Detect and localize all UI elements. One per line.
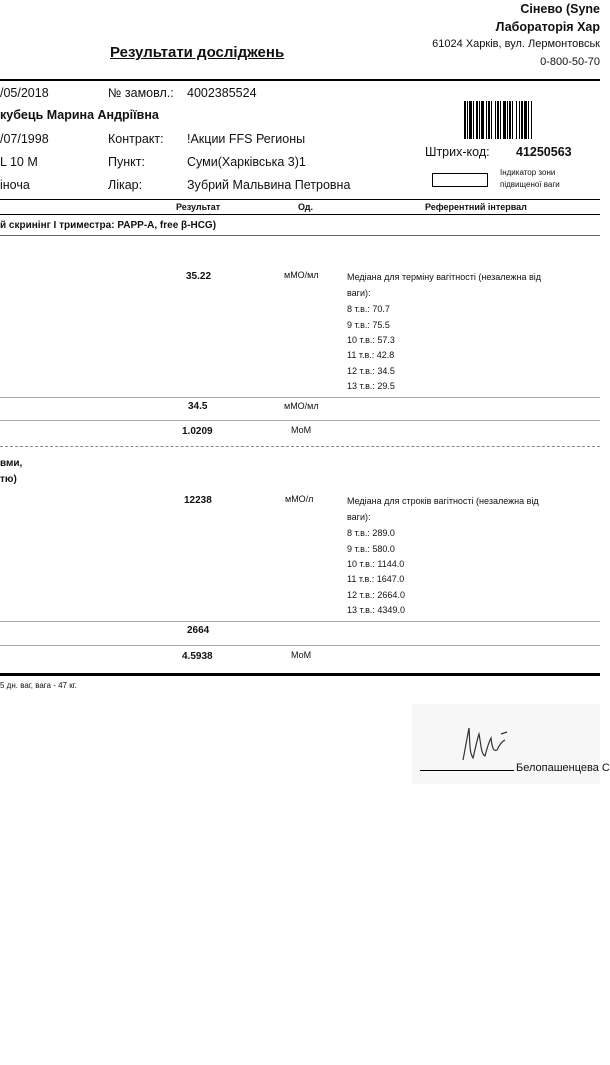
- hcg-title-2: тю): [0, 474, 17, 485]
- lab-name: Сінево (Syne: [520, 2, 600, 16]
- col-unit: Од.: [298, 202, 313, 212]
- signer-name: Белопашенцева С: [516, 762, 610, 774]
- barcode-image: [464, 101, 582, 139]
- hcg-mom-value: 4.5938: [182, 651, 213, 662]
- hcg-median-list-item: 10 т.в.: 1144.0: [347, 559, 405, 569]
- weight-indicator-box: [432, 173, 488, 187]
- hcg-mom-unit: МоМ: [291, 650, 312, 660]
- patient-sex: іноча: [0, 178, 30, 192]
- hcg-result: 12238: [184, 495, 212, 506]
- pappa-median-list-item: 10 т.в.: 57.3: [347, 335, 395, 345]
- barcode-value: 41250563: [516, 145, 572, 159]
- table-bottom-line: [0, 673, 600, 676]
- col-result: Результат: [176, 202, 221, 212]
- doctor-value: Зубрий Мальвина Петровна: [187, 178, 351, 192]
- col-reference: Референтний інтервал: [425, 202, 527, 212]
- pappa-unit: мМО/мл: [284, 270, 319, 280]
- table-header-line: [0, 214, 600, 215]
- indicator-label-2: підвищеної ваги: [500, 180, 560, 189]
- hcg-median-list-item: 13 т.в.: 4349.0: [347, 605, 405, 615]
- pappa-ref-2: ваги):: [347, 288, 371, 298]
- header-divider: [0, 79, 600, 81]
- row-divider: [0, 420, 600, 421]
- table-top-line: [0, 199, 600, 200]
- row-divider: [0, 397, 600, 398]
- signature-line: [420, 770, 514, 771]
- order-date: /05/2018: [0, 86, 49, 100]
- hcg-title-1: вми,: [0, 458, 23, 469]
- point-label: Пункт:: [108, 155, 145, 169]
- barcode-label: Штрих-код:: [425, 145, 490, 159]
- section-line: [0, 235, 600, 236]
- signature-icon: [455, 720, 515, 768]
- hcg-median-value: 2664: [187, 625, 210, 636]
- hcg-ref-1: Медіана для строків вагітності (незалежна від: [347, 496, 539, 506]
- row-divider: [0, 645, 600, 646]
- pappa-result: 35.22: [186, 271, 212, 282]
- pappa-mom-value: 1.0209: [182, 426, 213, 437]
- hcg-unit: мМО/л: [285, 494, 314, 504]
- contract-label: Контракт:: [108, 132, 164, 146]
- pappa-ref-1: Медіана для терміну вагітності (незалежна від: [347, 272, 541, 282]
- pappa-median-value: 34.5: [188, 401, 208, 412]
- pappa-median-list-item: 13 т.в.: 29.5: [347, 381, 395, 391]
- page-title: Результати досліджень: [110, 44, 285, 61]
- lab-department: Лабораторія Хар: [495, 20, 600, 34]
- hcg-median-list-item: 9 т.в.: 580.0: [347, 544, 395, 554]
- pappa-median-list-item: 8 т.в.: 70.7: [347, 304, 390, 314]
- hcg-median-list-item: 11 т.в.: 1647.0: [347, 574, 405, 584]
- order-label: № замовл.:: [108, 86, 174, 100]
- hcg-median-list-item: 12 т.в.: 2664.0: [347, 590, 405, 600]
- barcode-bar: [532, 101, 533, 139]
- hcg-median-list-item: 8 т.в.: 289.0: [347, 528, 395, 538]
- lab-phone: 0-800-50-70: [540, 56, 600, 68]
- doctor-label: Лікар:: [108, 178, 143, 192]
- pappa-mom-unit: МоМ: [291, 425, 312, 435]
- contract-value: !Акции FFS Регионы: [187, 132, 306, 146]
- indicator-label-1: Індикатор зони: [500, 168, 556, 177]
- section-title: й скринінг І триместра: PAPP-A, free β-HCG): [0, 220, 217, 231]
- patient-code: L 10 M: [0, 155, 38, 169]
- birth-date: /07/1998: [0, 132, 49, 146]
- pappa-median-list-item: 9 т.в.: 75.5: [347, 320, 390, 330]
- hcg-ref-2: ваги):: [347, 512, 371, 522]
- pappa-median-list-item: 11 т.в.: 42.8: [347, 350, 395, 360]
- footnote: 5 дн. ваг, вага - 47 кг.: [0, 681, 77, 690]
- lab-address: 61024 Харків, вул. Лермонтовськ: [432, 38, 600, 50]
- pappa-median-unit: мМО/мл: [284, 401, 319, 411]
- block-separator: [0, 446, 600, 447]
- order-number: 4002385524: [187, 86, 257, 100]
- row-divider: [0, 621, 600, 622]
- patient-name: кубець Марина Андріївна: [0, 108, 159, 122]
- pappa-median-list-item: 12 т.в.: 34.5: [347, 366, 395, 376]
- point-value: Суми(Харківська 3)1: [187, 155, 306, 169]
